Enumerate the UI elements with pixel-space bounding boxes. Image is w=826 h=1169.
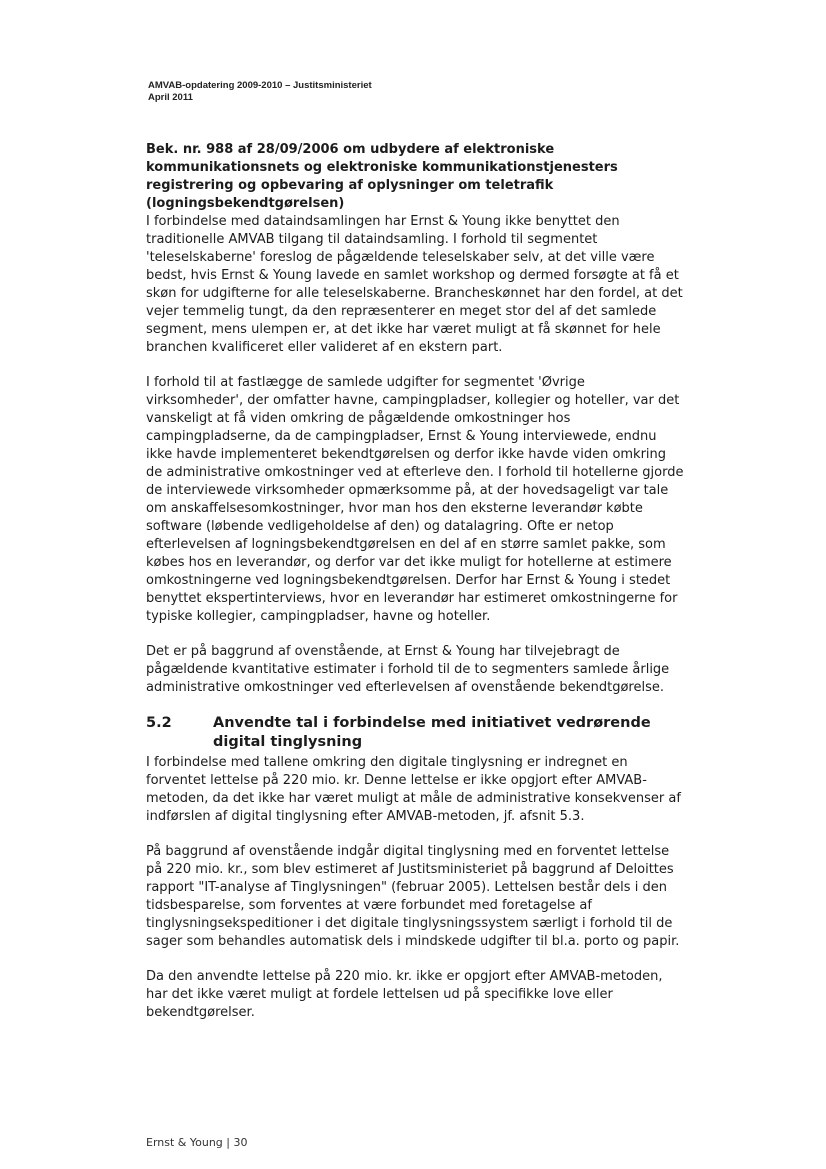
- bek-paragraph-1: I forbindelse med dataindsamlingen har Ernst & Young ikke benyttet den traditionelle AMVAB tilgang til dataindsamling. I forhold til segmentet 'teleselskaberne' foreslog de pågældende teleselskaber selv, at det ville være bedst, hvis Ernst & Young lavede en samlet workshop og dermed forsøgte at få et skøn for udgifterne for alle teleselskaberne. Brancheskønnet har den fordel, at det vejer temmelig tungt, da den repræsenterer en meget stor del af det samlede segment, mens ulempen er, at det ikke har været muligt at få skønnet for hele branchen kvalificeret eller valideret af en ekstern part.: [146, 214, 683, 355]
- section-number: 5.2: [146, 715, 172, 731]
- section-paragraph-3: Da den anvendte lettelse på 220 mio. kr. ikke er opgjort efter AMVAB-metoden, har det ikke været muligt at fordele lettelsen ud på specifikke love eller bekendtgørelser.: [146, 969, 663, 1020]
- bek-paragraph-3: Det er på baggrund af ovenstående, at Ernst & Young har tilvejebragt de pågældende kvantitative estimater i forhold til de to segmenters samlede årlige administrative omkostninger ved efterlevelsen af ovenstående bekendtgørelse.: [146, 644, 670, 695]
- header-date: April 2011: [148, 92, 193, 103]
- section-heading: [146, 714, 686, 752]
- page-body: [146, 141, 686, 1039]
- bek-title: Bek. nr. 988 af 28/09/2006 om udbydere af elektroniske kommunikationsnets og elektroniske kommunikationstjenesters registrering og opbevaring af oplysninger om teletrafik (logningsbekendtgørelsen): [146, 142, 618, 211]
- running-header: [148, 80, 372, 104]
- header-title: AMVAB-opdatering 2009-2010 – Justitsministeriet: [148, 80, 372, 91]
- page-footer: Ernst & Young | 30: [146, 1136, 248, 1149]
- section-paragraph-1: I forbindelse med tallene omkring den digitale tinglysning er indregnet en forventet lettelse på 220 mio. kr. Denne lettelse er ikke opgjort efter AMVAB-metoden, da det ikke har været muligt at måle de administrative konsekvenser af indførslen af digital tinglysning efter AMVAB-metoden, jf. afsnit 5.3.: [146, 755, 681, 824]
- section-paragraph-2: På baggrund af ovenstående indgår digital tinglysning med en forventet lettelse på 220 mio. kr., som blev estimeret af Justitsministeriet på baggrund af Deloittes rapport "IT-analyse af Tinglysningen" (februar 2005). Lettelsen består dels i den tidsbesparelse, som forventes at være forbundet med foretagelse af tinglysningsekspeditioner i det digitale tinglysningssystem særligt i forhold til de sager som behandles automatisk dels i mindskede udgifter til bl.a. porto og papir.: [146, 844, 680, 949]
- section-title: Anvendte tal i forbindelse med initiativet vedrørende digital tinglysning: [213, 715, 651, 750]
- bek-paragraph-2: I forhold til at fastlægge de samlede udgifter for segmentet 'Øvrige virksomheder', der omfatter havne, campingpladser, kollegier og hoteller, var det vanskeligt at få viden omkring de pågældende omkostninger hos campingpladserne, da de campingpladser, Ernst & Young interviewede, endnu ikke havde implementeret bekendtgørelsen og derfor ikke havde viden omkring de administrative omkostninger ved at efterleve den. I forhold til hotellerne gjorde de interviewede virksomheder opmærksomme på, at der hovedsageligt var tale om anskaffelsesomkostninger, hvor man hos den eksterne leverandør købte software (løbende vedligeholdelse af den) og datalagring. Ofte er netop efterlevelsen af logningsbekendtgørelsen en del af en større samlet pakke, som købes hos en leverandør, og derfor var det ikke muligt for hotellerne at estimere omkostningerne ved logningsbekendtgørelsen. Derfor har Ernst & Young i stedet benyttet ekspertinterviews, hvor en leverandør har estimeret omkostningerne for typiske kollegier, campingpladser, havne og hoteller.: [146, 375, 684, 624]
